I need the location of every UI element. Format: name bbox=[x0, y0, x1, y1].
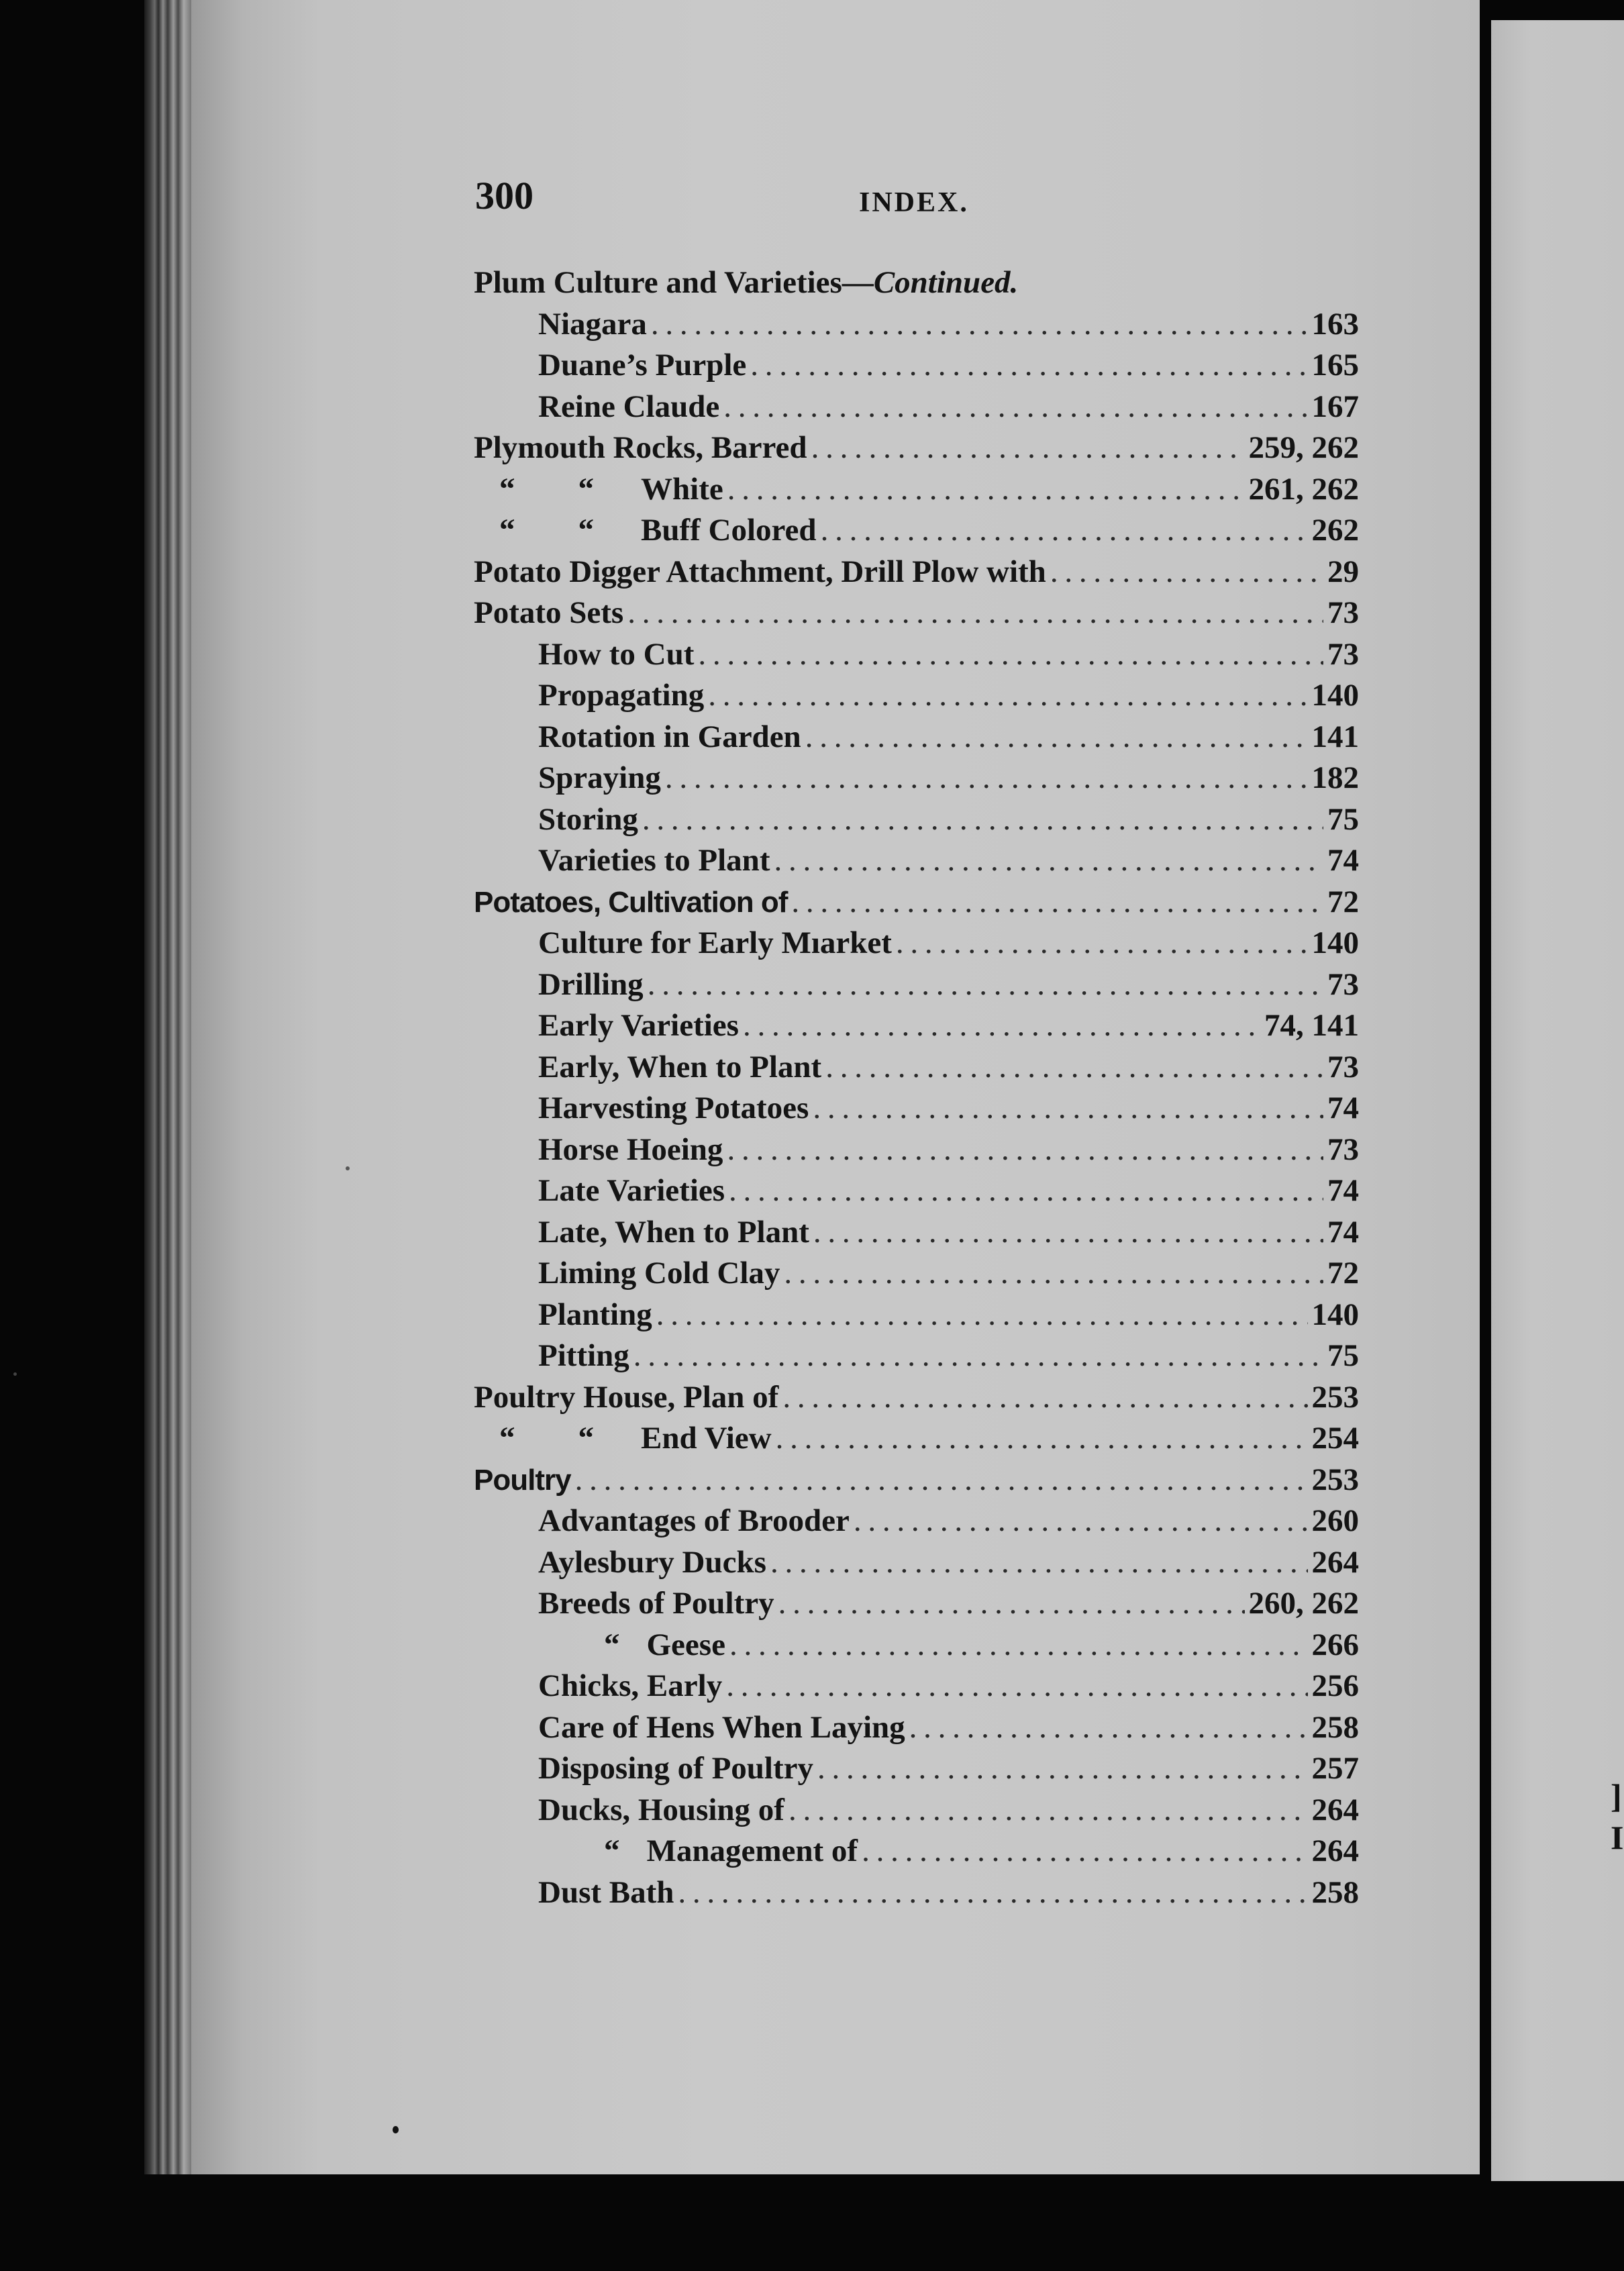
dot-leader bbox=[651, 305, 1308, 344]
dot-leader bbox=[813, 1213, 1323, 1252]
entry-label: Care of Hens When Laying bbox=[538, 1710, 905, 1745]
dot-leader bbox=[729, 1171, 1323, 1210]
facing-page-fragments bbox=[1611, 1775, 1624, 1858]
entry-label: Late, When to Plant bbox=[538, 1215, 809, 1250]
entry-page-number: 260 bbox=[1311, 1503, 1359, 1538]
dot-leader bbox=[817, 1749, 1308, 1788]
dot-leader bbox=[789, 1790, 1308, 1829]
entry-label: Geese bbox=[646, 1627, 725, 1662]
entry-page-number: 264 bbox=[1311, 1793, 1359, 1827]
index-entry bbox=[538, 1295, 1359, 1334]
index-entry bbox=[538, 1625, 1359, 1664]
dot-leader bbox=[782, 1378, 1307, 1417]
entry-page-number: 167 bbox=[1311, 389, 1359, 424]
dot-leader bbox=[750, 346, 1307, 385]
entry-label: Culture for Early Mıarket bbox=[538, 925, 892, 960]
entry-page-number: 73 bbox=[1327, 595, 1359, 630]
entry-label: Disposing of Poultry bbox=[538, 1751, 813, 1786]
page-title: INDEX. bbox=[859, 187, 969, 218]
entry-page-number: 163 bbox=[1311, 307, 1359, 342]
entry-label: Plum Culture and Varieties— bbox=[474, 265, 874, 300]
index-entry bbox=[538, 1584, 1359, 1623]
entry-page-number: 182 bbox=[1311, 760, 1359, 795]
index-entry bbox=[538, 758, 1359, 797]
dot-leader bbox=[575, 1460, 1308, 1499]
entry-page-number: 264 bbox=[1311, 1833, 1359, 1868]
page-number: 300 bbox=[475, 174, 534, 217]
entry-label: Aylesbury Ducks bbox=[538, 1545, 766, 1580]
index-entry bbox=[474, 882, 1359, 921]
entry-label: Horse Hoeing bbox=[538, 1132, 723, 1167]
dot-leader bbox=[1050, 552, 1323, 591]
dot-leader bbox=[708, 676, 1307, 715]
entry-label: Ducks, Housing of bbox=[538, 1793, 784, 1827]
dot-leader bbox=[791, 882, 1323, 921]
ink-speck bbox=[13, 1372, 17, 1376]
dot-leader bbox=[825, 1048, 1323, 1087]
index-entry bbox=[538, 676, 1359, 715]
entry-page-number: 253 bbox=[1311, 1462, 1359, 1497]
ditto-mark: “ “ bbox=[499, 1421, 594, 1456]
index-entry bbox=[538, 1873, 1359, 1912]
dot-leader bbox=[811, 428, 1245, 467]
entry-label: Reine Claude bbox=[538, 389, 720, 424]
ink-speck bbox=[393, 2126, 399, 2133]
entry-label: Early Varieties bbox=[538, 1008, 739, 1043]
dot-leader bbox=[778, 1584, 1245, 1623]
index-entry bbox=[538, 1666, 1359, 1705]
dot-leader bbox=[854, 1501, 1308, 1540]
index-entry bbox=[538, 1831, 1359, 1870]
index-entry bbox=[474, 470, 1359, 509]
index-entry bbox=[474, 263, 1359, 302]
index-entry bbox=[538, 1048, 1359, 1087]
entry-label: Niagara bbox=[538, 307, 647, 342]
dot-leader bbox=[743, 1006, 1260, 1045]
entry-page-number: 74 bbox=[1327, 843, 1359, 878]
entry-page-number: 140 bbox=[1311, 1297, 1359, 1332]
entry-label: Rotation in Garden bbox=[538, 719, 801, 754]
dot-leader bbox=[648, 965, 1323, 1004]
entry-page-number: 72 bbox=[1327, 1256, 1359, 1291]
index-entry bbox=[538, 1790, 1359, 1829]
entry-label: Harvesting Potatoes bbox=[538, 1091, 809, 1125]
entry-page-number: 74, 141 bbox=[1264, 1008, 1359, 1043]
entry-label: Potatoes, Cultivation of bbox=[474, 886, 788, 919]
entry-page-number: 266 bbox=[1311, 1627, 1359, 1662]
entry-page-number: 75 bbox=[1327, 1338, 1359, 1373]
index-entry bbox=[538, 1006, 1359, 1045]
index-entry bbox=[538, 1213, 1359, 1252]
entry-label: How to Cut bbox=[538, 637, 695, 672]
entry-page-number: 141 bbox=[1311, 719, 1359, 754]
dot-leader bbox=[813, 1089, 1323, 1127]
book-binding-edge bbox=[144, 0, 191, 2174]
entry-page-number: 140 bbox=[1311, 678, 1359, 713]
entry-page-number: 74 bbox=[1327, 1091, 1359, 1125]
index-entry bbox=[538, 1708, 1359, 1747]
entry-label: Early, When to Plant bbox=[538, 1050, 822, 1084]
dot-leader bbox=[642, 800, 1323, 839]
index-entry bbox=[538, 841, 1359, 880]
entry-page-number: 29 bbox=[1327, 554, 1359, 589]
entry-label: Advantages of Brooder bbox=[538, 1503, 850, 1538]
dot-leader bbox=[776, 1419, 1308, 1458]
entry-page-number: 261, 262 bbox=[1248, 472, 1359, 507]
index-entry bbox=[538, 1130, 1359, 1169]
entry-page-number: 256 bbox=[1311, 1668, 1359, 1703]
dot-leader bbox=[727, 470, 1245, 509]
ditto-mark: “ bbox=[604, 1627, 620, 1662]
entry-label: White bbox=[641, 472, 723, 507]
dot-leader bbox=[656, 1295, 1308, 1334]
index-entry bbox=[474, 1378, 1359, 1417]
facing-page-edge bbox=[1491, 20, 1624, 2181]
dot-leader bbox=[784, 1254, 1323, 1293]
index-entry bbox=[538, 1254, 1359, 1293]
entry-label: Liming Cold Clay bbox=[538, 1256, 780, 1291]
entry-label: Planting bbox=[538, 1297, 652, 1332]
entry-page-number: 73 bbox=[1327, 1050, 1359, 1084]
facing-page-fragment: I bbox=[1611, 1819, 1624, 1856]
index-entry bbox=[538, 305, 1359, 344]
dot-leader bbox=[774, 841, 1323, 880]
index-entry bbox=[538, 923, 1359, 962]
entry-page-number: 259, 262 bbox=[1248, 430, 1359, 465]
ink-speck bbox=[346, 1166, 350, 1170]
continued-note: Continued. bbox=[873, 265, 1019, 300]
dot-leader bbox=[805, 717, 1308, 756]
entry-page-number: 140 bbox=[1311, 925, 1359, 960]
entry-page-number: 254 bbox=[1311, 1421, 1359, 1456]
dot-leader bbox=[726, 1666, 1307, 1705]
entry-label: Drilling bbox=[538, 967, 644, 1002]
dot-leader bbox=[862, 1831, 1307, 1870]
entry-page-number: 262 bbox=[1311, 513, 1359, 548]
ditto-mark: “ “ bbox=[499, 513, 594, 548]
dot-leader bbox=[723, 387, 1307, 426]
entry-page-number: 253 bbox=[1311, 1380, 1359, 1415]
entry-label: Breeds of Poultry bbox=[538, 1586, 774, 1621]
dot-leader bbox=[770, 1543, 1308, 1582]
dot-leader bbox=[633, 1336, 1323, 1375]
index-entry bbox=[538, 717, 1359, 756]
index-entry bbox=[538, 965, 1359, 1004]
entry-label: Late Varieties bbox=[538, 1173, 725, 1208]
entry-page-number: 75 bbox=[1327, 802, 1359, 837]
dot-leader bbox=[729, 1625, 1308, 1664]
entry-label: Propagating bbox=[538, 678, 705, 713]
index-entry bbox=[538, 800, 1359, 839]
dot-leader bbox=[896, 923, 1308, 962]
index-entry bbox=[538, 1543, 1359, 1582]
index-entry bbox=[538, 1336, 1359, 1375]
facing-page-fragment: ] bbox=[1611, 1777, 1622, 1815]
entry-label: Varieties to Plant bbox=[538, 843, 770, 878]
entry-page-number: 257 bbox=[1311, 1751, 1359, 1786]
entry-page-number: 74 bbox=[1327, 1215, 1359, 1250]
entry-label: Management of bbox=[646, 1833, 858, 1868]
entry-page-number: 258 bbox=[1311, 1875, 1359, 1910]
entry-label: Plymouth Rocks, Barred bbox=[474, 430, 807, 465]
dot-leader bbox=[909, 1708, 1308, 1747]
entry-label: Pitting bbox=[538, 1338, 629, 1373]
index-entry bbox=[538, 1089, 1359, 1127]
dot-leader bbox=[821, 511, 1308, 550]
entry-page-number: 72 bbox=[1327, 885, 1359, 919]
entry-label: Poultry House, Plan of bbox=[474, 1380, 779, 1415]
entry-label: Potato Digger Attachment, Drill Plow with bbox=[474, 554, 1046, 589]
entry-page-number: 260, 262 bbox=[1248, 1586, 1359, 1621]
entry-label: Potato Sets bbox=[474, 595, 624, 630]
entry-page-number: 258 bbox=[1311, 1710, 1359, 1745]
index-entry bbox=[474, 1460, 1359, 1499]
entry-page-number: 73 bbox=[1327, 637, 1359, 672]
entry-label: Storing bbox=[538, 802, 638, 837]
dot-leader bbox=[678, 1873, 1307, 1912]
dot-leader bbox=[698, 635, 1323, 674]
entry-page-number: 73 bbox=[1327, 1132, 1359, 1167]
ditto-mark: “ bbox=[604, 1833, 620, 1868]
index-entry bbox=[474, 511, 1359, 550]
index-entry bbox=[538, 387, 1359, 426]
entry-label: Poultry bbox=[474, 1464, 571, 1497]
entry-label: Dust Bath bbox=[538, 1875, 674, 1910]
entry-page-number: 73 bbox=[1327, 967, 1359, 1002]
index-entry bbox=[538, 1171, 1359, 1210]
dot-leader bbox=[665, 758, 1308, 797]
entry-label: Duane’s Purple bbox=[538, 348, 747, 383]
index-entry bbox=[538, 635, 1359, 674]
index-entry bbox=[538, 1749, 1359, 1788]
entry-label: Chicks, Early bbox=[538, 1668, 723, 1703]
ditto-mark: “ “ bbox=[499, 472, 594, 507]
entry-label: Buff Colored bbox=[641, 513, 817, 548]
entry-page-number: 74 bbox=[1327, 1173, 1359, 1208]
entry-label: Spraying bbox=[538, 760, 661, 795]
index-entry bbox=[474, 552, 1359, 591]
index-entry bbox=[538, 346, 1359, 385]
entry-label: End View bbox=[641, 1421, 772, 1456]
dot-leader bbox=[727, 1130, 1323, 1169]
entry-page-number: 264 bbox=[1311, 1545, 1359, 1580]
entry-page-number: 165 bbox=[1311, 348, 1359, 383]
index-entry bbox=[474, 1419, 1359, 1458]
index-entry bbox=[538, 1501, 1359, 1540]
dot-leader bbox=[627, 593, 1323, 632]
index-entry bbox=[474, 593, 1359, 632]
index-entry bbox=[474, 428, 1359, 467]
